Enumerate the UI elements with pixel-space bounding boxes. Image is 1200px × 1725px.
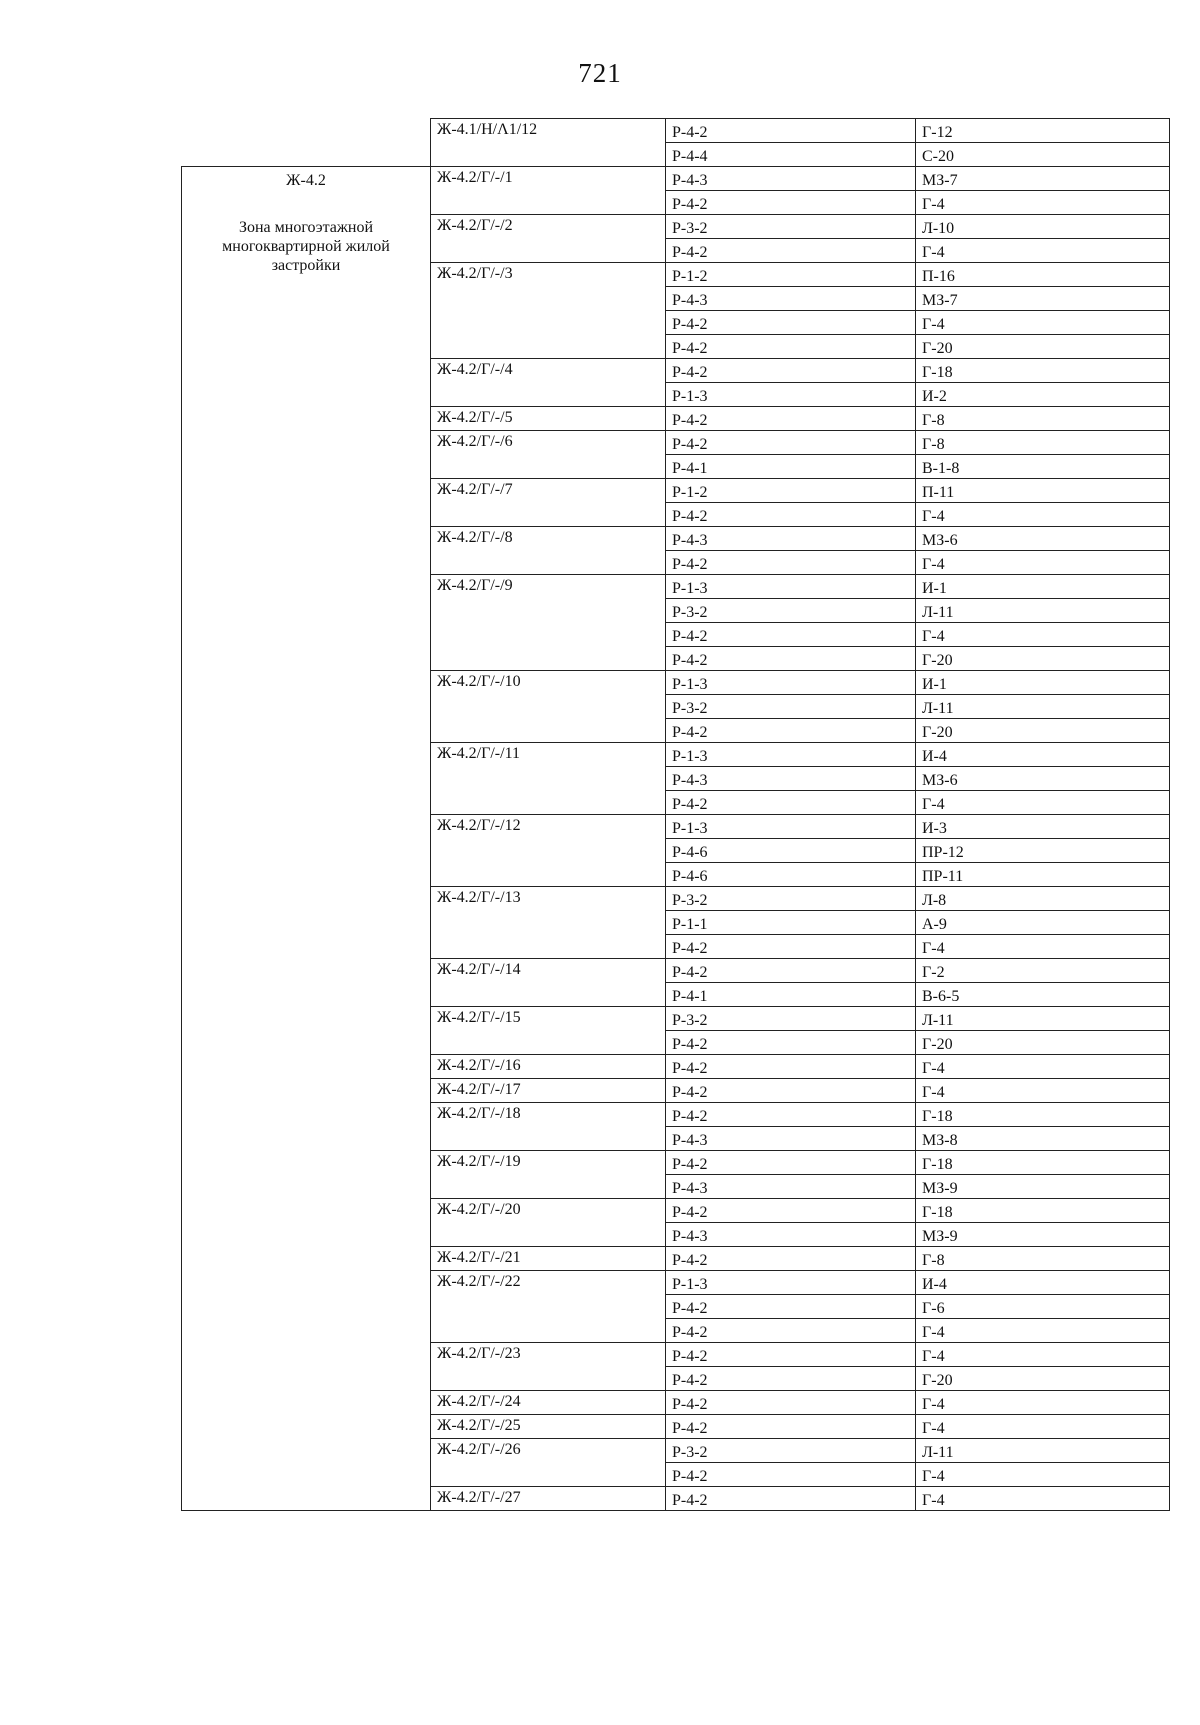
object-code: Г-4	[916, 239, 1170, 263]
plot-id: Ж-4.2/Г/-/12	[431, 815, 666, 887]
regulation-code: Р-4-2	[666, 1055, 916, 1079]
object-code: МЗ-9	[916, 1223, 1170, 1247]
object-code: А-9	[916, 911, 1170, 935]
object-code: Г-18	[916, 1199, 1170, 1223]
plot-id: Ж-4.2/Г/-/26	[431, 1439, 666, 1487]
regulation-code: Р-4-1	[666, 455, 916, 479]
plot-id: Ж-4.1/Н/Λ1/12	[431, 119, 666, 167]
zone-cell	[182, 119, 431, 167]
regulation-code: Р-4-3	[666, 1223, 916, 1247]
plot-id: Ж-4.2/Г/-/9	[431, 575, 666, 671]
plot-id: Ж-4.2/Г/-/8	[431, 527, 666, 575]
plot-id: Ж-4.2/Г/-/16	[431, 1055, 666, 1079]
regulation-code: Р-1-3	[666, 575, 916, 599]
object-code: П-11	[916, 479, 1170, 503]
regulation-code: Р-4-2	[666, 1031, 916, 1055]
object-code: Г-4	[916, 791, 1170, 815]
regulation-code: Р-4-3	[666, 527, 916, 551]
regulation-code: Р-4-2	[666, 1247, 916, 1271]
regulation-code: Р-4-1	[666, 983, 916, 1007]
object-code: Г-4	[916, 1055, 1170, 1079]
zone-description: Зона многоэтажной многоквартирной жилой застройки	[222, 219, 390, 274]
plot-id: Ж-4.2/Г/-/3	[431, 263, 666, 359]
regulation-code: Р-3-2	[666, 695, 916, 719]
regulation-code: Р-4-2	[666, 1415, 916, 1439]
regulation-code: Р-4-2	[666, 935, 916, 959]
regulation-code: Р-4-2	[666, 407, 916, 431]
object-code: П-16	[916, 263, 1170, 287]
regulation-code: Р-1-2	[666, 479, 916, 503]
object-code: Л-8	[916, 887, 1170, 911]
regulation-code: Р-4-2	[666, 623, 916, 647]
object-code: Г-8	[916, 1247, 1170, 1271]
regulation-code: Р-4-2	[666, 647, 916, 671]
regulation-code: Р-4-2	[666, 1295, 916, 1319]
object-code: Г-4	[916, 311, 1170, 335]
regulation-code: Р-4-2	[666, 551, 916, 575]
object-code: Л-11	[916, 695, 1170, 719]
zoning-register-table	[181, 118, 1170, 1511]
object-code: И-1	[916, 671, 1170, 695]
regulation-code: Р-1-1	[666, 911, 916, 935]
plot-id: Ж-4.2/Г/-/15	[431, 1007, 666, 1055]
object-code: Г-18	[916, 1103, 1170, 1127]
regulation-code: Р-4-2	[666, 1343, 916, 1367]
regulation-code: Р-4-2	[666, 719, 916, 743]
plot-id: Ж-4.2/Г/-/19	[431, 1151, 666, 1199]
regulation-code: Р-3-2	[666, 887, 916, 911]
object-code: Г-20	[916, 647, 1170, 671]
regulation-code: Р-1-2	[666, 263, 916, 287]
object-code: Г-4	[916, 1391, 1170, 1415]
plot-id: Ж-4.2/Г/-/21	[431, 1247, 666, 1271]
regulation-code: Р-1-3	[666, 671, 916, 695]
object-code: И-1	[916, 575, 1170, 599]
regulation-code: Р-3-2	[666, 599, 916, 623]
table-row	[182, 119, 1170, 143]
object-code: ПР-11	[916, 863, 1170, 887]
plot-id: Ж-4.2/Г/-/1	[431, 167, 666, 215]
object-code: Г-18	[916, 359, 1170, 383]
object-code: Г-20	[916, 1367, 1170, 1391]
plot-id: Ж-4.2/Г/-/4	[431, 359, 666, 407]
object-code: Г-4	[916, 935, 1170, 959]
regulation-code: Р-4-2	[666, 1391, 916, 1415]
object-code: Г-20	[916, 1031, 1170, 1055]
object-code: Г-2	[916, 959, 1170, 983]
register-table-body	[182, 119, 1170, 1511]
plot-id: Ж-4.2/Г/-/6	[431, 431, 666, 479]
object-code: Л-11	[916, 1007, 1170, 1031]
object-code: МЗ-9	[916, 1175, 1170, 1199]
regulation-code: Р-4-2	[666, 311, 916, 335]
object-code: Г-4	[916, 623, 1170, 647]
object-code: Г-20	[916, 719, 1170, 743]
regulation-code: Р-3-2	[666, 1007, 916, 1031]
regulation-code: Р-4-3	[666, 1127, 916, 1151]
plot-id: Ж-4.2/Г/-/11	[431, 743, 666, 815]
object-code: МЗ-7	[916, 287, 1170, 311]
plot-id: Ж-4.2/Г/-/17	[431, 1079, 666, 1103]
plot-id: Ж-4.2/Г/-/7	[431, 479, 666, 527]
plot-id: Ж-4.2/Г/-/18	[431, 1103, 666, 1151]
object-code: Г-20	[916, 335, 1170, 359]
plot-id: Ж-4.2/Г/-/27	[431, 1487, 666, 1511]
object-code: Г-4	[916, 191, 1170, 215]
plot-id: Ж-4.2/Г/-/14	[431, 959, 666, 1007]
object-code: Г-4	[916, 1079, 1170, 1103]
object-code: С-20	[916, 143, 1170, 167]
object-code: Г-4	[916, 1343, 1170, 1367]
regulation-code: Р-4-2	[666, 1319, 916, 1343]
regulation-code: Р-4-4	[666, 143, 916, 167]
regulation-code: Р-4-2	[666, 1199, 916, 1223]
object-code: Л-11	[916, 1439, 1170, 1463]
regulation-code: Р-3-2	[666, 1439, 916, 1463]
regulation-code: Р-4-2	[666, 359, 916, 383]
regulation-code: Р-4-2	[666, 1151, 916, 1175]
regulation-code: Р-1-3	[666, 743, 916, 767]
object-code: Г-4	[916, 1487, 1170, 1511]
regulation-code: Р-4-2	[666, 119, 916, 143]
regulation-code: Р-4-6	[666, 839, 916, 863]
plot-id: Ж-4.2/Г/-/20	[431, 1199, 666, 1247]
object-code: В-6-5	[916, 983, 1170, 1007]
object-code: Г-18	[916, 1151, 1170, 1175]
page-number: 721	[578, 58, 622, 88]
object-code: Л-10	[916, 215, 1170, 239]
plot-id: Ж-4.2/Г/-/25	[431, 1415, 666, 1439]
regulation-code: Р-4-2	[666, 791, 916, 815]
object-code: ПР-12	[916, 839, 1170, 863]
object-code: И-2	[916, 383, 1170, 407]
plot-id: Ж-4.2/Г/-/5	[431, 407, 666, 431]
object-code: И-4	[916, 1271, 1170, 1295]
object-code: Г-8	[916, 431, 1170, 455]
plot-id: Ж-4.2/Г/-/23	[431, 1343, 666, 1391]
object-code: Г-4	[916, 1319, 1170, 1343]
regulation-code: Р-4-2	[666, 1463, 916, 1487]
object-code: Г-6	[916, 1295, 1170, 1319]
regulation-code: Р-4-3	[666, 767, 916, 791]
regulation-code: Р-4-2	[666, 1487, 916, 1511]
plot-id: Ж-4.2/Г/-/22	[431, 1271, 666, 1343]
regulation-code: Р-4-6	[666, 863, 916, 887]
object-code: Г-8	[916, 407, 1170, 431]
regulation-code: Р-4-2	[666, 959, 916, 983]
plot-id: Ж-4.2/Г/-/24	[431, 1391, 666, 1415]
regulation-code: Р-3-2	[666, 215, 916, 239]
regulation-code: Р-4-2	[666, 239, 916, 263]
object-code: Г-12	[916, 119, 1170, 143]
object-code: Г-4	[916, 1415, 1170, 1439]
regulation-code: Р-4-2	[666, 191, 916, 215]
plot-id: Ж-4.2/Г/-/2	[431, 215, 666, 263]
object-code: МЗ-6	[916, 767, 1170, 791]
object-code: МЗ-6	[916, 527, 1170, 551]
object-code: И-4	[916, 743, 1170, 767]
object-code: И-3	[916, 815, 1170, 839]
object-code: Г-4	[916, 1463, 1170, 1487]
regulation-code: Р-1-3	[666, 383, 916, 407]
object-code: МЗ-8	[916, 1127, 1170, 1151]
object-code: В-1-8	[916, 455, 1170, 479]
object-code: МЗ-7	[916, 167, 1170, 191]
object-code: Л-11	[916, 599, 1170, 623]
object-code: Г-4	[916, 551, 1170, 575]
regulation-code: Р-4-2	[666, 431, 916, 455]
plot-id: Ж-4.2/Г/-/13	[431, 887, 666, 959]
object-code: Г-4	[916, 503, 1170, 527]
regulation-code: Р-4-2	[666, 1103, 916, 1127]
regulation-code: Р-4-2	[666, 503, 916, 527]
regulation-code: Р-4-2	[666, 1367, 916, 1391]
table-row	[182, 167, 1170, 191]
regulation-code: Р-1-3	[666, 815, 916, 839]
regulation-code: Р-4-3	[666, 287, 916, 311]
plot-id: Ж-4.2/Г/-/10	[431, 671, 666, 743]
regulation-code: Р-4-3	[666, 167, 916, 191]
zone-code: Ж-4.2	[286, 172, 326, 189]
regulation-code: Р-4-2	[666, 1079, 916, 1103]
regulation-code: Р-4-3	[666, 1175, 916, 1199]
regulation-code: Р-1-3	[666, 1271, 916, 1295]
regulation-code: Р-4-2	[666, 335, 916, 359]
zone-cell	[182, 167, 431, 1511]
